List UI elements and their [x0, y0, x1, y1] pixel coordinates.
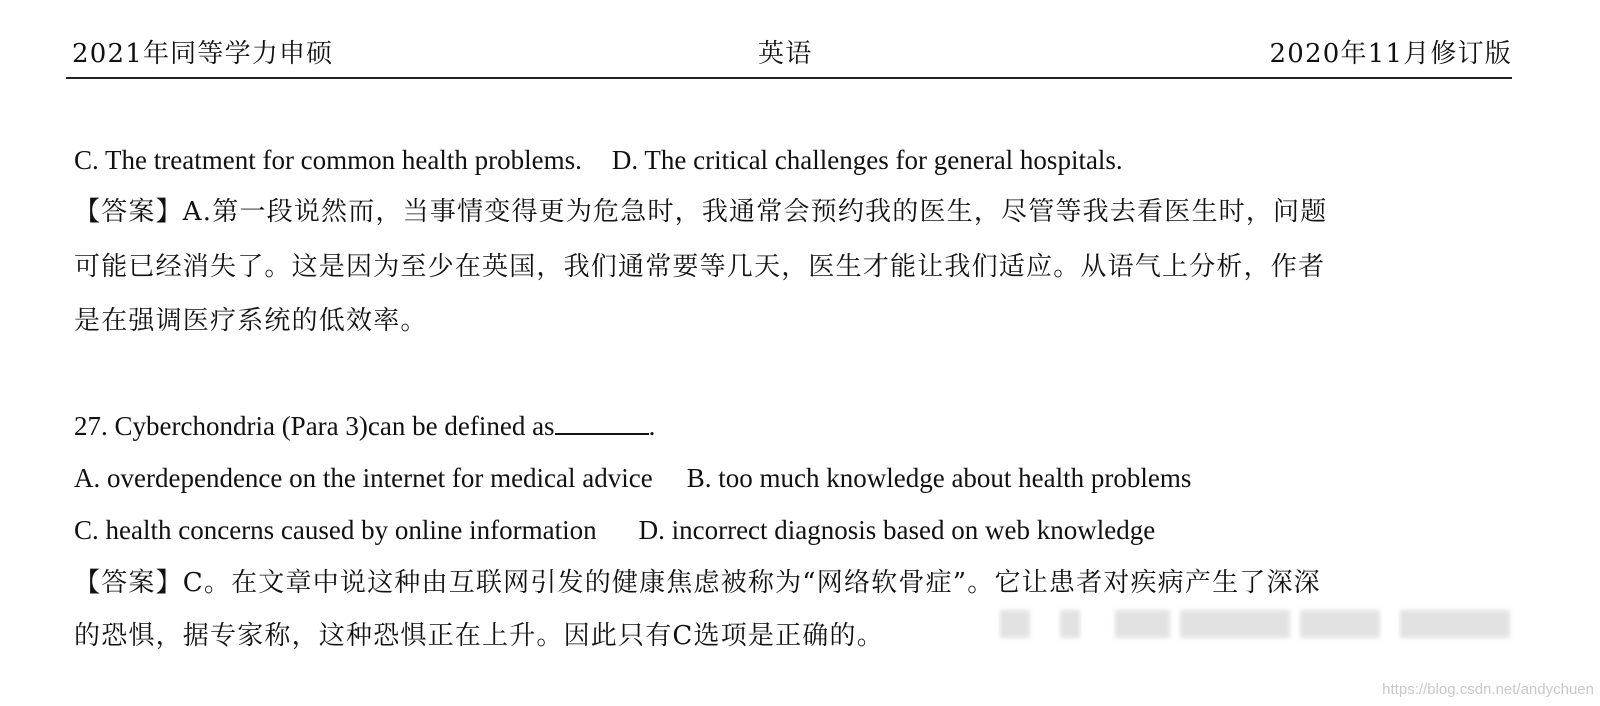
page-header	[72, 34, 1512, 74]
q27-options-ab	[74, 460, 1191, 496]
q27-stem	[74, 408, 655, 444]
blur-mark	[1000, 610, 1030, 638]
header-subject: 英语	[758, 39, 813, 69]
q26-option-c: C. The treatment for common health problems.	[74, 145, 582, 175]
q27-option-b: B. too much knowledge about health problems	[686, 463, 1192, 493]
header-divider	[66, 77, 1512, 79]
blur-mark	[1300, 610, 1380, 638]
q26-answer-line-1: 【答案】A.第一段说然而，当事情变得更为危急时，我通常会预约我的医生，尽管等我去看医生时，问题	[74, 197, 1328, 227]
header-exam-title: 2021年同等学力申硕	[72, 39, 334, 69]
q27-answer-line-1: 【答案】C。在文章中说这种由互联网引发的健康焦虑被称为“网络软骨症”。它让患者对疾病产生了深深	[74, 568, 1321, 598]
q27-option-d: D. incorrect diagnosis based on web knowledge	[638, 515, 1156, 545]
blur-mark	[1115, 610, 1170, 638]
q26-answer-line-3: 是在强调医疗系统的低效率。	[74, 306, 428, 336]
q27-options-cd	[74, 512, 1155, 548]
blur-mark	[1400, 610, 1510, 638]
header-revision: 2020年11月修订版	[1269, 39, 1512, 69]
source-watermark: https://blog.csdn.net/andychuen	[1382, 681, 1594, 698]
q26-answer-line-2: 可能已经消失了。这是因为至少在英国，我们通常要等几天，医生才能让我们适应。从语气上分析，作者	[74, 252, 1326, 282]
q27-stem-end: .	[648, 411, 656, 441]
q27-option-c: C. health concerns caused by online information	[74, 515, 597, 545]
q27-stem-text: 27. Cyberchondria (Para 3)can be defined as	[74, 411, 555, 441]
q27-answer-line-2: 的恐惧，据专家称，这种恐惧正在上升。因此只有C选项是正确的。	[74, 621, 884, 651]
q27-answer-blank	[555, 409, 649, 435]
q27-option-a: A. overdependence on the internet for medical advice	[74, 463, 653, 493]
q26-option-d: D. The critical challenges for general hospitals.	[611, 145, 1123, 175]
q26-options-cd	[74, 142, 1123, 178]
blur-mark	[1180, 610, 1290, 638]
blur-mark	[1060, 610, 1080, 638]
